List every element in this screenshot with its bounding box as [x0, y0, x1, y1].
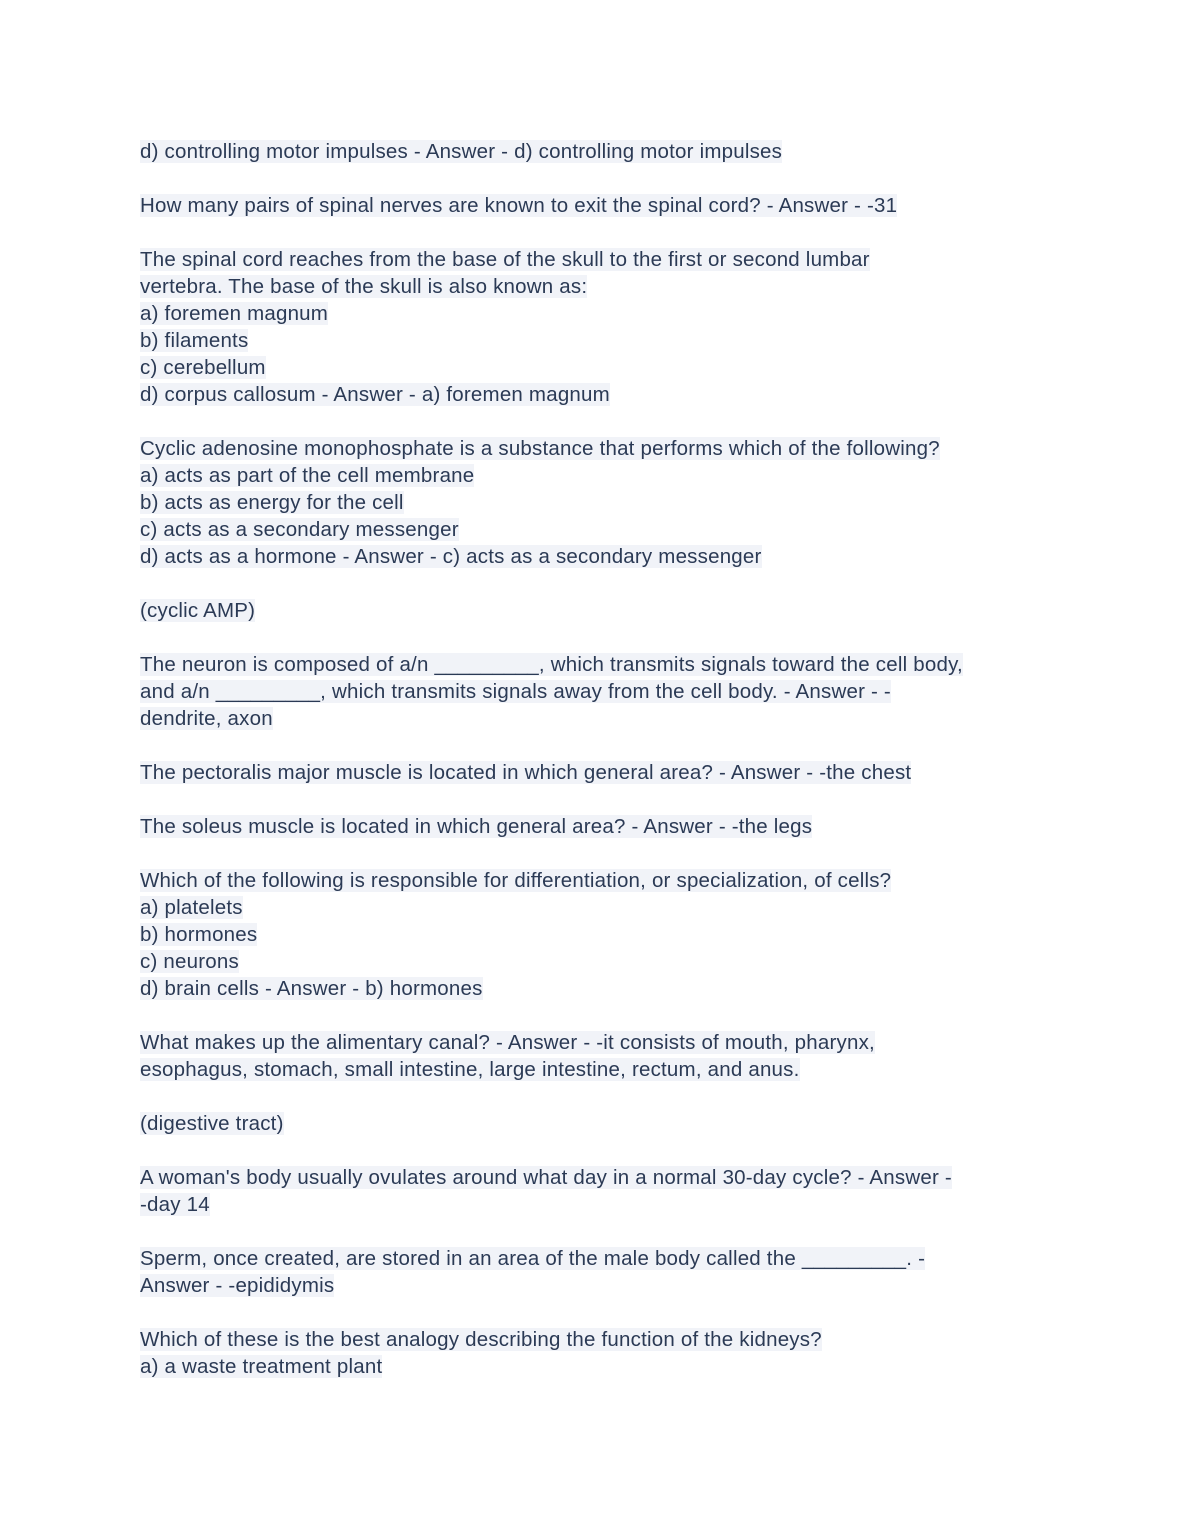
text-line	[140, 867, 1050, 894]
text-run: Which of these is the best analogy describing the function of the kidneys?	[140, 1328, 822, 1351]
text-run: How many pairs of spinal nerves are known to exit the spinal cord? - Answer - -31	[140, 194, 898, 217]
text-block	[140, 867, 1050, 1002]
text-run: b) acts as energy for the cell	[140, 491, 404, 514]
text-line	[140, 921, 1050, 948]
text-line	[140, 1326, 1050, 1353]
text-line	[140, 516, 1050, 543]
text-line	[140, 759, 1050, 786]
text-run: The soleus muscle is located in which general area? - Answer - -the legs	[140, 815, 813, 838]
text-line	[140, 273, 1050, 300]
text-line	[140, 651, 1050, 678]
text-block	[140, 192, 1050, 219]
text-line	[140, 327, 1050, 354]
text-run: and a/n _________, which transmits signals away from the cell body. - Answer - -	[140, 680, 891, 703]
text-line	[140, 489, 1050, 516]
text-run: b) filaments	[140, 329, 249, 352]
text-run: a) platelets	[140, 896, 243, 919]
text-line	[140, 948, 1050, 975]
text-line	[140, 300, 1050, 327]
text-line	[140, 1056, 1050, 1083]
text-line	[140, 1245, 1050, 1272]
text-block	[140, 435, 1050, 570]
text-line	[140, 678, 1050, 705]
text-run: The spinal cord reaches from the base of the skull to the first or second lumbar	[140, 248, 870, 271]
text-block	[140, 1029, 1050, 1083]
text-run: What makes up the alimentary canal? - Answer - -it consists of mouth, pharynx,	[140, 1031, 875, 1054]
text-run: The neuron is composed of a/n _________, which transmits signals toward the cell body,	[140, 653, 963, 676]
text-run: b) hormones	[140, 923, 258, 946]
text-run: c) acts as a secondary messenger	[140, 518, 459, 541]
text-run: d) brain cells - Answer - b) hormones	[140, 977, 483, 1000]
text-run: (cyclic AMP)	[140, 599, 256, 622]
text-line	[140, 435, 1050, 462]
text-run: The pectoralis major muscle is located in which general area? - Answer - -the chest	[140, 761, 912, 784]
text-block	[140, 759, 1050, 786]
text-block	[140, 597, 1050, 624]
text-run: c) cerebellum	[140, 356, 266, 379]
text-run: a) a waste treatment plant	[140, 1355, 383, 1378]
text-line	[140, 246, 1050, 273]
text-line	[140, 543, 1050, 570]
text-block	[140, 1245, 1050, 1299]
text-run: Cyclic adenosine monophosphate is a substance that performs which of the following?	[140, 437, 940, 460]
text-block	[140, 1326, 1050, 1380]
text-line	[140, 894, 1050, 921]
text-block	[140, 651, 1050, 732]
document-body	[140, 138, 1050, 1380]
text-line	[140, 705, 1050, 732]
text-run: Which of the following is responsible for differentiation, or specialization, of cells?	[140, 869, 892, 892]
text-line	[140, 813, 1050, 840]
text-run: (digestive tract)	[140, 1112, 284, 1135]
text-line	[140, 1164, 1050, 1191]
text-line	[140, 192, 1050, 219]
text-line	[140, 138, 1050, 165]
text-run: esophagus, stomach, small intestine, large intestine, rectum, and anus.	[140, 1058, 800, 1081]
text-line	[140, 381, 1050, 408]
text-line	[140, 597, 1050, 624]
text-line	[140, 462, 1050, 489]
text-run: c) neurons	[140, 950, 239, 973]
text-run: a) acts as part of the cell membrane	[140, 464, 475, 487]
text-run: d) controlling motor impulses - Answer - d) controlling motor impulses	[140, 140, 783, 163]
text-block	[140, 1164, 1050, 1218]
text-run: Sperm, once created, are stored in an area of the male body called the _________. -	[140, 1247, 926, 1270]
text-block	[140, 1110, 1050, 1137]
text-block	[140, 138, 1050, 165]
text-line	[140, 975, 1050, 1002]
text-run: Answer - -epididymis	[140, 1274, 335, 1297]
text-block	[140, 246, 1050, 408]
text-run: -day 14	[140, 1193, 210, 1216]
text-run: d) acts as a hormone - Answer - c) acts as a secondary messenger	[140, 545, 762, 568]
text-line	[140, 354, 1050, 381]
text-line	[140, 1110, 1050, 1137]
text-block	[140, 813, 1050, 840]
text-run: a) foremen magnum	[140, 302, 329, 325]
text-run: d) corpus callosum - Answer - a) foremen magnum	[140, 383, 610, 406]
text-line	[140, 1353, 1050, 1380]
text-line	[140, 1272, 1050, 1299]
text-run: vertebra. The base of the skull is also known as:	[140, 275, 588, 298]
text-line	[140, 1191, 1050, 1218]
text-line	[140, 1029, 1050, 1056]
text-run: A woman's body usually ovulates around what day in a normal 30-day cycle? - Answer -	[140, 1166, 952, 1189]
text-run: dendrite, axon	[140, 707, 273, 730]
